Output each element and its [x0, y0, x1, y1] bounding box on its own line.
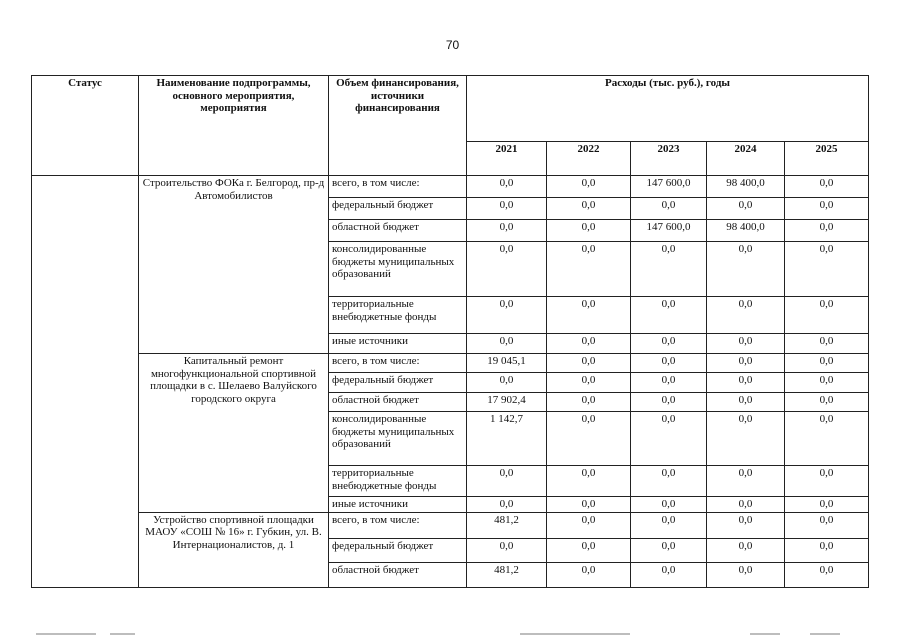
amount-cell: 98 400,0 [707, 220, 785, 242]
amount-cell: 0,0 [707, 393, 785, 412]
amount-cell: 0,0 [785, 334, 869, 354]
amount-cell: 0,0 [631, 512, 707, 538]
amount-cell: 0,0 [785, 297, 869, 334]
amount-cell: 0,0 [631, 242, 707, 297]
year-header: 2023 [631, 142, 707, 176]
funding-source: областной бюджет [329, 220, 467, 242]
amount-cell: 0,0 [707, 512, 785, 538]
amount-cell: 147 600,0 [631, 176, 707, 198]
funding-source: территориальные внебюджетные фонды [329, 466, 467, 497]
status-cell [32, 176, 139, 588]
measure-name: Капитальный ремонт многофункциональной спортивной площадки в с. Шелаево Валуйского городского округа [139, 354, 329, 513]
funding-source: всего, в том числе: [329, 512, 467, 538]
amount-cell: 19 045,1 [467, 354, 547, 373]
amount-cell: 0,0 [785, 466, 869, 497]
table-row [32, 354, 869, 373]
measure-name: Строительство ФОКа г. Белгород, пр-д Автомобилистов [139, 176, 329, 354]
amount-cell: 0,0 [467, 220, 547, 242]
amount-cell: 0,0 [707, 373, 785, 393]
funding-source: консолидированные бюджеты муниципальных образований [329, 242, 467, 297]
year-header: 2022 [547, 142, 631, 176]
table-body [32, 176, 869, 588]
funding-source: территориальные внебюджетные фонды [329, 297, 467, 334]
amount-cell: 0,0 [707, 538, 785, 562]
amount-cell: 0,0 [785, 220, 869, 242]
amount-cell: 0,0 [547, 412, 631, 466]
amount-cell: 0,0 [785, 242, 869, 297]
amount-cell: 0,0 [785, 176, 869, 198]
amount-cell: 0,0 [547, 297, 631, 334]
amount-cell: 0,0 [467, 297, 547, 334]
amount-cell: 0,0 [631, 497, 707, 513]
amount-cell: 17 902,4 [467, 393, 547, 412]
header-status: Статус [32, 76, 139, 176]
amount-cell: 0,0 [631, 538, 707, 562]
amount-cell: 0,0 [467, 334, 547, 354]
amount-cell: 0,0 [467, 373, 547, 393]
measure-name: Устройство спортивной площадки МАОУ «СОШ № 16» г. Губкин, ул. В. Интернационалистов, д. 1 [139, 512, 329, 587]
scan-edge-line [750, 633, 780, 635]
amount-cell: 0,0 [547, 538, 631, 562]
amount-cell: 0,0 [785, 497, 869, 513]
amount-cell: 0,0 [467, 497, 547, 513]
amount-cell: 0,0 [547, 497, 631, 513]
amount-cell: 0,0 [785, 412, 869, 466]
scan-edge-line [810, 633, 840, 635]
table-row [32, 176, 869, 198]
amount-cell: 0,0 [707, 497, 785, 513]
header-name: Наименование подпрограммы, основного мероприятия, мероприятия [139, 76, 329, 176]
amount-cell: 0,0 [467, 538, 547, 562]
amount-cell: 0,0 [631, 297, 707, 334]
funding-source: иные источники [329, 497, 467, 513]
amount-cell: 0,0 [547, 512, 631, 538]
amount-cell: 0,0 [467, 242, 547, 297]
funding-source: областной бюджет [329, 393, 467, 412]
amount-cell: 0,0 [707, 297, 785, 334]
amount-cell: 0,0 [707, 242, 785, 297]
amount-cell: 1 142,7 [467, 412, 547, 466]
amount-cell: 0,0 [547, 242, 631, 297]
amount-cell: 0,0 [547, 373, 631, 393]
amount-cell: 0,0 [547, 220, 631, 242]
funding-source: всего, в том числе: [329, 354, 467, 373]
amount-cell: 0,0 [785, 538, 869, 562]
header-expenses: Расходы (тыс. руб.), годы [467, 76, 869, 142]
funding-source: иные источники [329, 334, 467, 354]
amount-cell: 0,0 [547, 393, 631, 412]
amount-cell: 481,2 [467, 512, 547, 538]
amount-cell: 0,0 [547, 176, 631, 198]
amount-cell: 0,0 [631, 412, 707, 466]
financing-table [31, 75, 869, 588]
amount-cell: 0,0 [631, 334, 707, 354]
funding-source: всего, в том числе: [329, 176, 467, 198]
scan-edge-line [36, 633, 96, 635]
funding-source: федеральный бюджет [329, 198, 467, 220]
amount-cell: 0,0 [785, 562, 869, 587]
amount-cell: 0,0 [631, 354, 707, 373]
amount-cell: 0,0 [785, 354, 869, 373]
amount-cell: 0,0 [707, 466, 785, 497]
scan-edge-line [520, 633, 630, 635]
funding-source: областной бюджет [329, 562, 467, 587]
amount-cell: 147 600,0 [631, 220, 707, 242]
amount-cell: 0,0 [467, 176, 547, 198]
amount-cell: 0,0 [785, 198, 869, 220]
amount-cell: 0,0 [785, 512, 869, 538]
amount-cell: 0,0 [631, 198, 707, 220]
year-header: 2021 [467, 142, 547, 176]
amount-cell: 0,0 [707, 334, 785, 354]
header-volume: Объем финансирования, источники финансирования [329, 76, 467, 176]
amount-cell: 0,0 [707, 198, 785, 220]
amount-cell: 0,0 [785, 373, 869, 393]
amount-cell: 0,0 [631, 562, 707, 587]
amount-cell: 0,0 [547, 562, 631, 587]
amount-cell: 0,0 [707, 354, 785, 373]
amount-cell: 0,0 [785, 393, 869, 412]
amount-cell: 0,0 [547, 466, 631, 497]
funding-source: федеральный бюджет [329, 538, 467, 562]
amount-cell: 0,0 [707, 412, 785, 466]
page-number: 70 [445, 38, 460, 52]
amount-cell: 0,0 [467, 466, 547, 497]
funding-source: федеральный бюджет [329, 373, 467, 393]
amount-cell: 0,0 [467, 198, 547, 220]
amount-cell: 0,0 [631, 393, 707, 412]
amount-cell: 0,0 [547, 198, 631, 220]
scan-edge-line [110, 633, 135, 635]
amount-cell: 0,0 [547, 354, 631, 373]
amount-cell: 481,2 [467, 562, 547, 587]
amount-cell: 0,0 [631, 373, 707, 393]
amount-cell: 0,0 [707, 562, 785, 587]
amount-cell: 98 400,0 [707, 176, 785, 198]
amount-cell: 0,0 [631, 466, 707, 497]
year-header: 2025 [785, 142, 869, 176]
table-row [32, 512, 869, 538]
funding-source: консолидированные бюджеты муниципальных образований [329, 412, 467, 466]
amount-cell: 0,0 [547, 334, 631, 354]
year-header: 2024 [707, 142, 785, 176]
